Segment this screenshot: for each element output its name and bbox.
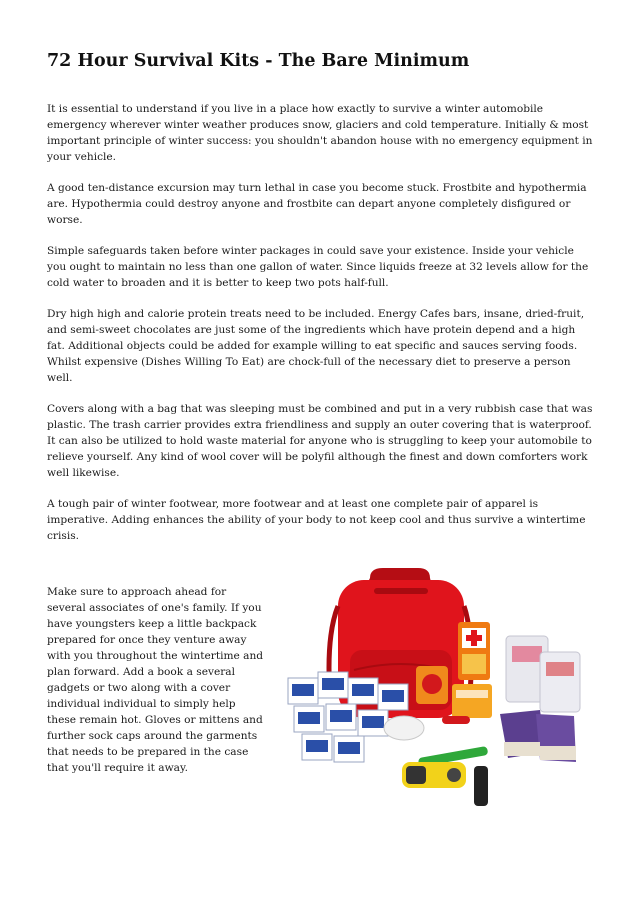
survival-kit-photo bbox=[278, 566, 596, 814]
paragraph: A good ten-distance excursion may turn lethal in case you become stuck. Frostbite and hypothermia are. Hypothermia could destroy anyone and frostbite can depart anyone completely disfigured or worse. bbox=[47, 182, 587, 226]
page-title: 72 Hour Survival Kits - The Bare Minimum bbox=[47, 51, 470, 71]
paragraph: Covers along with a bag that was sleeping must be combined and put in a very rubbish case that was plastic. The trash carrier provides extra friendliness and supply an outer covering that is waterproof. It can also be utilized to hold waste material for anyone who is struggling to keep your automobile to relieve yourself. Any kind of wool cover will be polyfil although the finest and down comforters work well likewise. bbox=[47, 403, 593, 479]
lanyard-strap bbox=[474, 766, 488, 806]
crank-flashlight bbox=[402, 762, 466, 788]
first-aid-kit bbox=[458, 622, 490, 680]
emergency-ponchos bbox=[506, 636, 580, 712]
float-paragraph: Make sure to approach ahead for several associates of one's family. If you have youngsters keep a little backpack prepared for once they venture away with you throughout the wintertime and plan forward. Add a book a several gadgets or two along with a cover individual individual to simply help these remain hot. Gloves or mittens and further sock caps around the garments that needs to be prepared in the case that you'll require it away. bbox=[47, 586, 264, 774]
paragraph: It is essential to understand if you live in a place how exactly to survive a winter automobile emergency wherever winter weather produces snow, glaciers and cold temperature. Initially & most important principle of winter success: you shouldn't abandon house with no emergency equipment in your vehicle. bbox=[47, 103, 593, 163]
pocket-knife bbox=[442, 716, 470, 724]
work-gloves bbox=[500, 710, 576, 762]
article-body bbox=[47, 101, 595, 559]
survival-seal bbox=[422, 674, 442, 694]
paragraph: Dry high high and calorie protein treats need to be included. Energy Cafes bars, insane, dried-fruit, and semi-sweet chocolates are just some of the ingredients which have protein depend and a high fat. Additional objects could be added for example willing to eat specific and sauces serving foods. Whilst expensive (Dishes Willing To Eat) are chock-full of the necessary diet to preserve a person well. bbox=[47, 308, 585, 384]
paragraph: Simple safeguards taken before winter packages in could save your existence. Inside your vehicle you ought to maintain no less than one gallon of water. Since liquids freeze at 32 levels allow for the cold water to broaden and it is better to keep two pots half-full. bbox=[47, 245, 589, 289]
hand-warmer bbox=[452, 684, 492, 718]
paragraph: A tough pair of winter footwear, more footwear and at least one complete pair of apparel is imperative. Adding enhances the ability of your body to not keep cool and thus survive a wintertime crisis. bbox=[47, 498, 586, 542]
dust-mask bbox=[384, 716, 424, 740]
